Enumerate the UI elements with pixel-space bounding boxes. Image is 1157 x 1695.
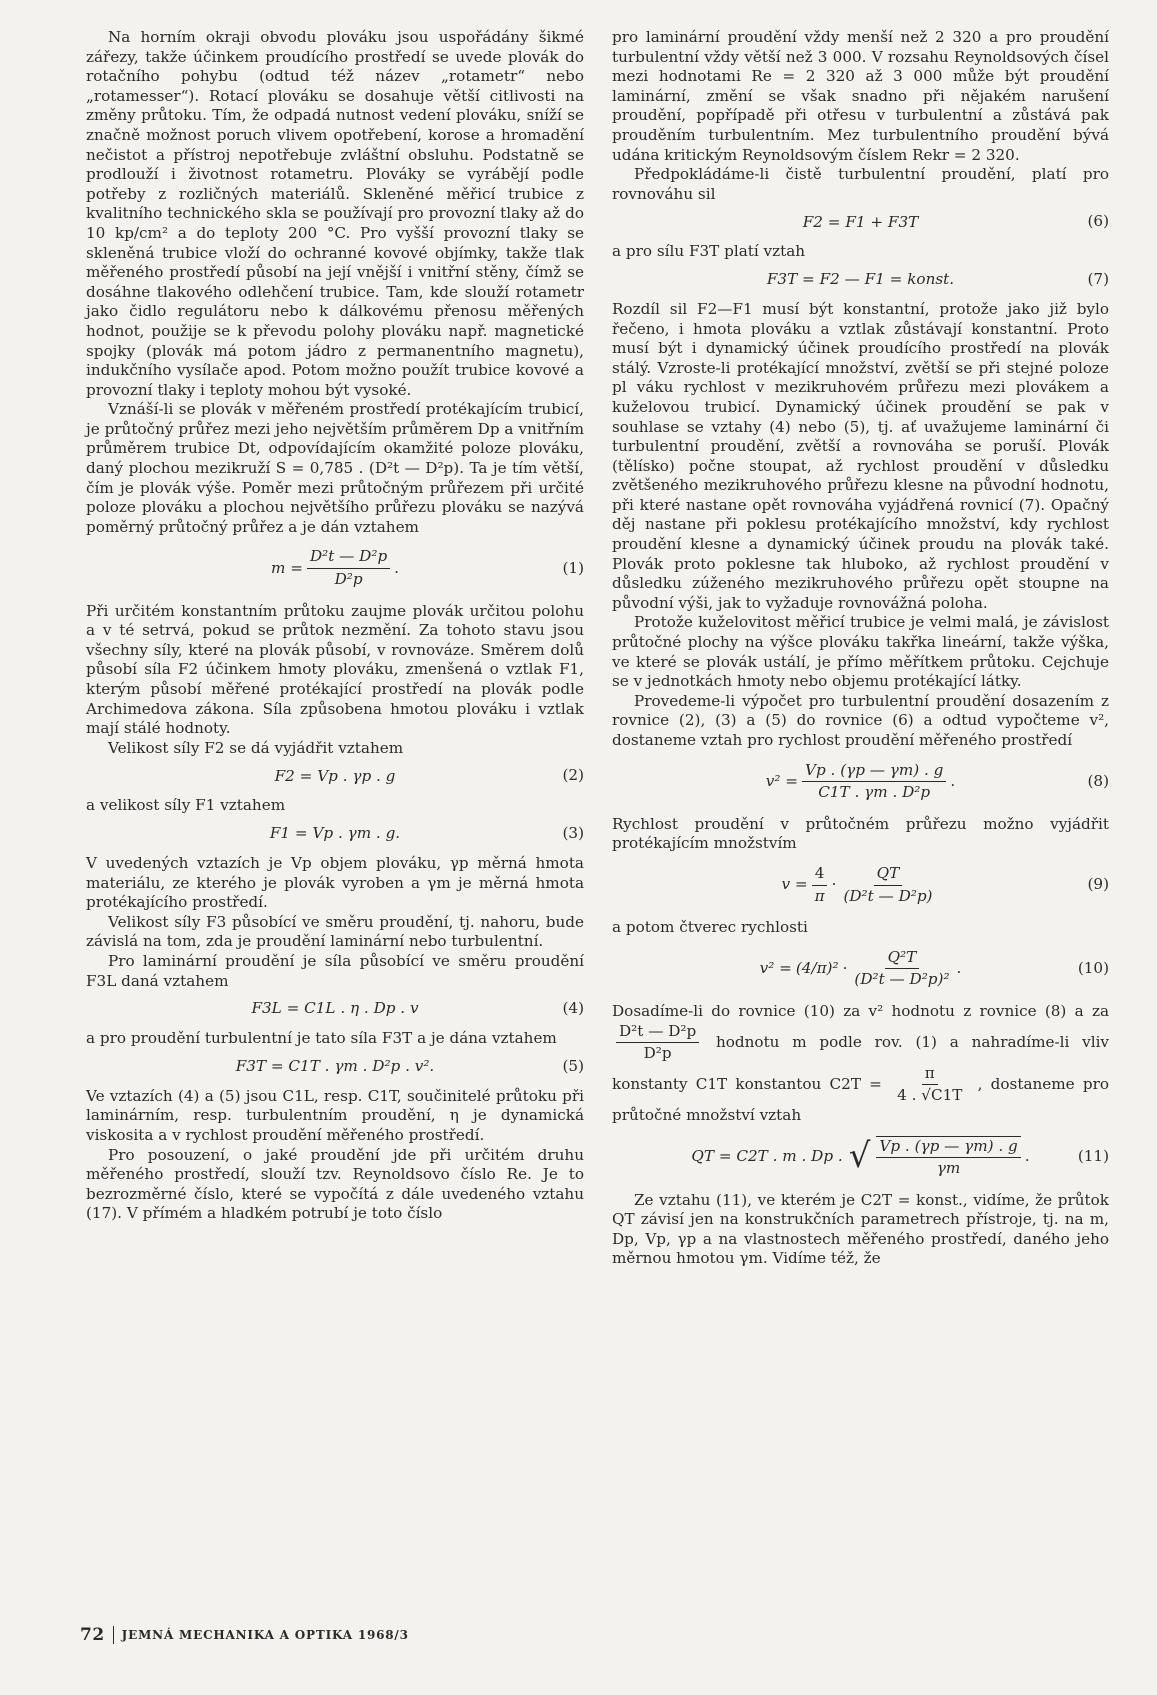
equation-6: F2 = F1 + F3T (6) xyxy=(802,212,1109,231)
journal-title: JEMNÁ MECHANIKA A OPTIKA 1968/3 xyxy=(121,1628,409,1642)
paragraph: Rychlost proudění v průtočném průřezu možno vyjádřit protékajícím množstvím xyxy=(612,814,1109,853)
paragraph: Dosadíme-li do rovnice (10) za v² hodnotu z rovnice (8) a za $\frac{\text{D²t — D²p}}{\text{D²p}}$ hodnotu m podle rov. (1) a nahradíme-li vliv konstanty C1T konstantou C2T = $\frac{\pi}{4 . √C1T}$ , dostaneme pro průtočné množství vztah xyxy=(612,1001,1110,1124)
paragraph: Na horním okraji obvodu plováku jsou uspořádány šikmé zářezy, takže účinkem proudícího prostředí se uvede plovák do rotačního pohybu (odtud též název „rotametr“ nebo „rotamesser“). Rotací plováku se dosahuje větší citlivosti na změny průtoku. Tím, že odpadá nutnost vedení plováku, sníží se značně možnost poruch vlivem opotřebení, korose a hromadění nečistot a přístroj nepotřebuje zvláštní obsluhu. Podstatně se prodlouží i životnost rotametru. Plováky se vyrábějí podle potřeby z rozličných materiálů. Skleněné měřicí trubice z kvalitního technického skla se používají pro provozní tlaky až do 10 kp/cm² a do teploty 200 °C. Pro vyšší provozní tlaky se skleněná trubice vloží do ochranné kovové objímky, takže tlak měřeného prostředí působí na její vnější i vnitřní stěny, čímž se dosáhne tlakového odlehčení trubice. Tam, kde slouží rotametr jako čidlo regulátoru nebo k dálkovému přenosu měřených hodnot, použije se k převodu polohy plováku např. magnetické spojky (plovák má potom jádro z permanentního magnetu), indukčního vysílače apod. Potom možno použít trubice kovové a provozní tlaky i teploty mohou být vysoké. xyxy=(86,28,584,399)
paragraph: Pro laminární proudění je síla působící ve směru proudění F3L daná vztahem xyxy=(86,951,584,990)
right-column xyxy=(612,28,1109,1269)
paragraph: Vznáší-li se plovák v měřeném prostředí protékajícím trubicí, je průtočný průřez mezi jeho největším průměrem Dp a vnitřním průměrem trubice Dt, odpovídajícím okamžité poloze plováku, daný plochou mezikruží S = 0,785 . (D²t — D²p). Ta je tím větší, čím je plovák výše. Poměr mezi průtočným průřezem při určité poloze plováku a plochou největšího průřezu plováku se nazývá poměrný průtočný průřez a je dán vztahem xyxy=(86,400,584,536)
left-column xyxy=(86,28,584,1224)
equation-number: (11) xyxy=(1077,1147,1109,1166)
equation-11: QT = C2T . m . Dp . √ $\frac{Vp . (\gamma p — \gamma m) . g}{\gamma m}$ . (11) xyxy=(691,1136,1109,1178)
paragraph: Provedeme-li výpočet pro turbulentní proudění dosazením z rovnice (2), (3) a (5) do rovnice (6) a odtud vypočteme v², dostaneme vztah pro rychlost proudění měřeného prostředí xyxy=(612,691,1109,749)
equation-number: (8) xyxy=(1087,771,1109,790)
equation-number: (1) xyxy=(562,558,584,577)
equation-number: (3) xyxy=(562,824,584,843)
paragraph: a pro proudění turbulentní je tato síla F3T a je dána vztahem xyxy=(86,1029,557,1048)
paragraph: pro laminární proudění vždy menší než 2 320 a pro proudění turbulentní vždy větší než 3 000. V rozsahu Reynoldsových čísel mezi hodnotami Re = 2 320 až 3 000 může být proudění laminární, změní se však snadno při nějakém narušení proudění, popřípadě při otřesu v turbulentní a zůstává pak prouděním turbulentním. Mez turbulentního proudění bývá udána kritickým Reynoldsovým číslem Rekr = 2 320. xyxy=(612,28,1109,164)
equation-number: (7) xyxy=(1087,270,1109,289)
paragraph: Ve vztazích (4) a (5) jsou C1L, resp. C1T, součinitelé průtoku při laminárním, resp. turbulentním proudění, η je dynamická viskosita a v rychlost proudění měřeného prostředí. xyxy=(86,1086,584,1144)
equation-number: (4) xyxy=(562,999,584,1018)
page-number: 72 xyxy=(80,1625,105,1645)
paragraph: V uvedených vztazích je Vp objem plováku, γp měrná hmota materiálu, ze kterého je plovák vyroben a γm je měrná hmota protékajícího prostředí. xyxy=(86,853,584,912)
equation-number: (5) xyxy=(562,1056,584,1075)
paragraph: Ze vztahu (11), ve kterém je C2T = konst., vidíme, že průtok QT závisí jen na konstrukčních parametrech přístroje, tj. na m, Dp, Vp, γp a na vlastnostech měřeného prostředí, daného jeho měrnou hmotou γm. Vidíme též, že xyxy=(612,1190,1109,1268)
page-footer xyxy=(80,1625,409,1645)
equation-2: F2 = Vp . γp . g (2) xyxy=(274,766,584,785)
equation-number: (6) xyxy=(1087,212,1109,231)
equation-number: (10) xyxy=(1077,959,1109,978)
equation-9: v = $\frac{4}{\pi}$ · $\frac{QT}{\text{(D²t — D²p)}}$ (9) xyxy=(781,863,1109,905)
paragraph: Při určitém konstantním průtoku zaujme plovák určitou polohu a v té setrvá, pokud se průtok nezmění. Za tohoto stavu jsou všechny síly, které na plovák působí, v rovnováze. Směrem dolů působí síla F2 účinkem hmoty plováku, zmenšená o vztlak F1, kterým působí měřené protékající prostředí na plovák podle Archimedova zákona. Síla způsobena hmotou plováku i vztlak mají stálé hodnoty. xyxy=(86,601,584,738)
equation-4: F3L = C1L . η . Dp . v (4) xyxy=(251,999,584,1018)
equation-number: (2) xyxy=(562,766,584,785)
paragraph: Rozdíl sil F2—F1 musí být konstantní, protože jako již bylo řečeno, i hmota plováku a vztlak zůstávají konstantní. Proto musí být i dynamický účinek proudícího prostředí na plovák stálý. Vzroste-li protékající množství, zvětší se při stejné poloze pl váku rychlost v mezikruhovém průřezu mezi plovákem a kuželovou trubicí. Dynamický účinek proudění se pak v souhlase se vztahy (4) nebo (5), tj. ať uvažujeme laminární či turbulentní proudění, zvětší a rovnováha se poruší. Plovák (tělísko) počne stoupat, až rychlost proudění v důsledku zvětšeného mezikruhového průřezu klesne na původní hodnotu, při které nastane opět rovnováha vyjádřená rovnicí (7). Opačný děj nastane při poklesu protékajícího množství, kdy rychlost proudění klesne a dynamický účinek proudu na plovák také. Plovák proto poklesne tak hluboko, až rychlost proudění v důsledku zúženého mezikruhového průřezu opět stoupne na původní výši, jak to vyžaduje rovnovážná poloha. xyxy=(612,299,1109,612)
paragraph: a pro sílu F3T platí vztah xyxy=(612,242,806,261)
equation-10: v² = (4/π)² · $\frac{\text{Q²T}}{\text{(D²t — D²p)²}}$ . (10) xyxy=(759,947,1109,989)
paragraph: Pro posouzení, o jaké proudění jde při určitém druhu měřeného prostředí, slouží tzv. Reynoldsovo číslo Re. Je to bezrozměrné číslo, které se vypočítá z dále uvedeného vztahu (17). V přímém a hladkém potrubí je toto číslo xyxy=(86,1145,584,1223)
equation-3: F1 = Vp . γm . g. (3) xyxy=(269,824,584,843)
equation-1: m = $\frac{\text{D²t — D²p}}{\text{D²p}}$ . (1) xyxy=(271,547,584,589)
paragraph: a potom čtverec rychlosti xyxy=(612,918,808,937)
paragraph: Protože kuželovitost měřicí trubice je velmi malá, je závislost průtočné plochy na výšce plováku takřka lineární, takže výška, ve které se plovák ustálí, je přímo měřítkem průtoku. Cejchuje se v jednotkách hmoty nebo objemu protékající látky. xyxy=(612,613,1109,691)
equation-number: (9) xyxy=(1087,875,1109,894)
paragraph: a velikost síly F1 vztahem xyxy=(86,796,286,815)
equation-5: F3T = C1T . γm . D²p . v². (5) xyxy=(235,1056,584,1075)
divider xyxy=(113,1626,114,1644)
paragraph: Předpokládáme-li čistě turbulentní proudění, platí pro rovnováhu sil xyxy=(612,165,1109,203)
paragraph: Velikost síly F3 působící ve směru proudění, tj. nahoru, bude závislá na tom, zda je proudění laminární nebo turbulentní. xyxy=(86,912,584,951)
paragraph: Velikost síly F2 se dá vyjádřit vztahem xyxy=(108,738,404,757)
equation-8: v² = $\frac{Vp . (\gamma p — \gamma m) . g}{\text{C1T . γm . D²p}}$ . (8) xyxy=(765,760,1109,802)
equation-7: F3T = F2 — F1 = konst. (7) xyxy=(766,270,1109,289)
